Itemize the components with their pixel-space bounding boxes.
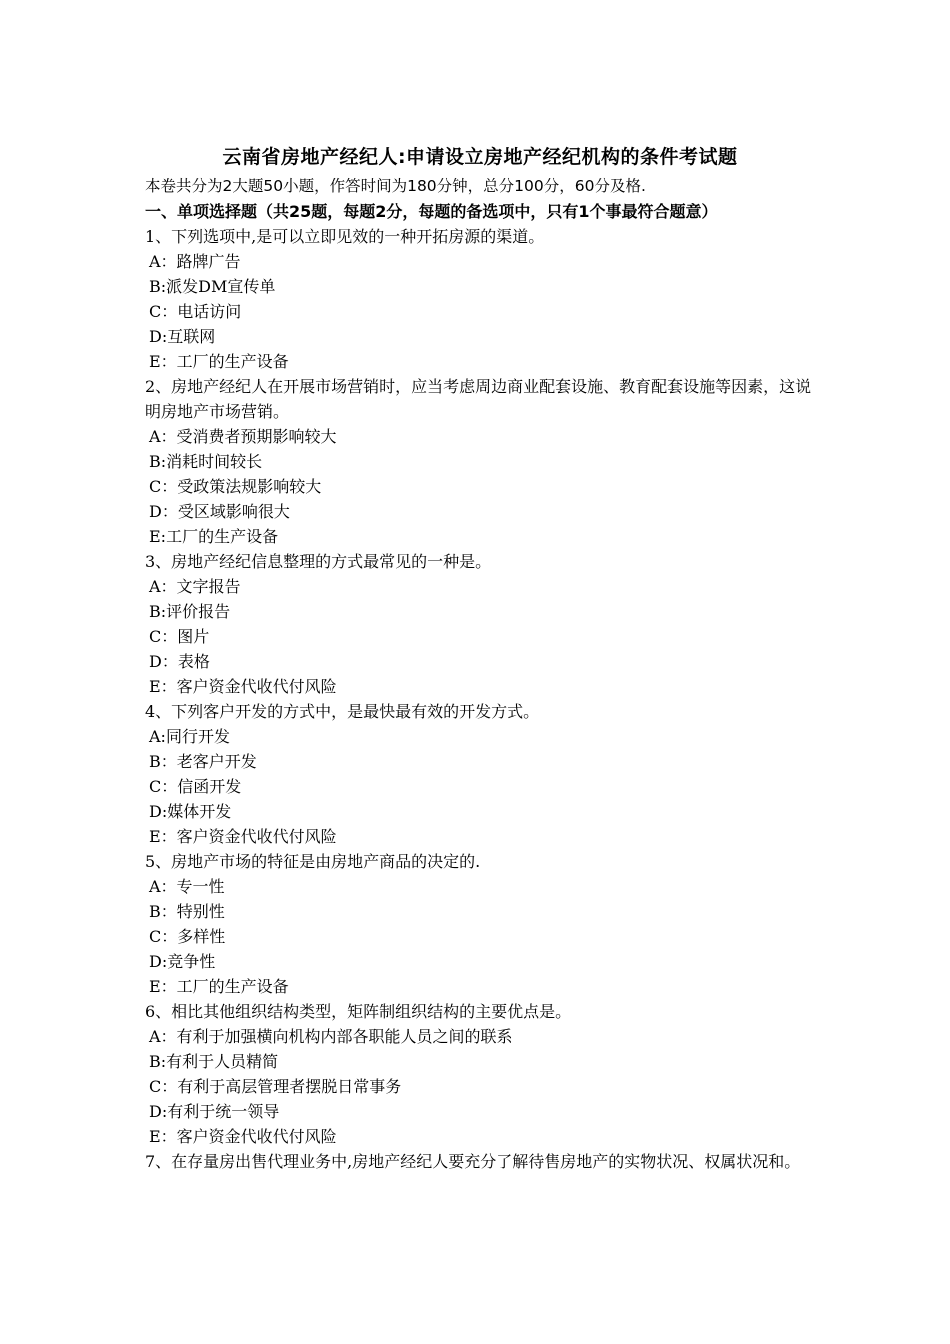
- option-b: B:有利于人员精简: [149, 1052, 279, 1071]
- option-c: C：图片: [149, 627, 210, 646]
- option-a: A：有利于加强横向机构内部各职能人员之间的联系: [149, 1027, 513, 1046]
- exam-intro: 本卷共分为2大题50小题，作答时间为180分钟，总分100分，60分及格.: [145, 177, 646, 195]
- option-a: A：专一性: [149, 877, 225, 896]
- option-d: D：表格: [149, 652, 210, 671]
- question-text: 4、下列客户开发的方式中，是最快最有效的开发方式。: [145, 702, 540, 721]
- question-text: 2、房地产经纪人在开展市场营销时，应当考虑周边商业配套设施、教育配套设施等因素，这说明房地产市场营销。: [145, 377, 812, 421]
- option-c: C：有利于高层管理者摆脱日常事务: [149, 1077, 402, 1096]
- option-c: C：电话访问: [149, 302, 242, 321]
- option-e: E：客户资金代收代付风险: [149, 827, 337, 846]
- option-e: E：工厂的生产设备: [149, 977, 289, 996]
- option-b: B:评价报告: [149, 602, 231, 621]
- option-d: D:互联网: [149, 327, 216, 346]
- option-a: A:同行开发: [149, 727, 230, 746]
- option-a: A：文字报告: [149, 577, 241, 596]
- question-text: 1、下列选项中,是可以立即见效的一种开拓房源的渠道。: [145, 227, 545, 246]
- option-e: E：客户资金代收代付风险: [149, 1127, 337, 1146]
- question-4: [145, 699, 815, 849]
- question-text: 7、在存量房出售代理业务中,房地产经纪人要充分了解待售房地产的实物状况、权属状况和。: [145, 1152, 801, 1171]
- question-2: [145, 374, 815, 549]
- question-7: [145, 1149, 815, 1174]
- option-e: E：客户资金代收代付风险: [149, 677, 337, 696]
- option-c: C：多样性: [149, 927, 226, 946]
- document-page: [145, 140, 815, 1174]
- option-d: D:有利于统一领导: [149, 1102, 280, 1121]
- option-b: B:消耗时间较长: [149, 452, 263, 471]
- question-5: [145, 849, 815, 999]
- section-heading: 一、单项选择题（共25题，每题2分，每题的备选项中，只有1个事最符合题意）: [145, 202, 718, 221]
- question-text: 5、房地产市场的特征是由房地产商品的决定的.: [145, 852, 481, 871]
- option-c: C：信函开发: [149, 777, 242, 796]
- question-3: [145, 549, 815, 699]
- option-b: B：特别性: [149, 902, 225, 921]
- option-b: B：老客户开发: [149, 752, 257, 771]
- question-text: 3、房地产经纪信息整理的方式最常见的一种是。: [145, 552, 492, 571]
- option-d: D:媒体开发: [149, 802, 232, 821]
- option-d: D：受区域影响很大: [149, 502, 290, 521]
- option-e: E:工厂的生产设备: [149, 527, 279, 546]
- option-d: D:竞争性: [149, 952, 216, 971]
- option-c: C：受政策法规影响较大: [149, 477, 322, 496]
- document-title: 云南省房地产经纪人:申请设立房地产经纪机构的条件考试题: [222, 146, 738, 168]
- question-6: [145, 999, 815, 1149]
- question-1: [145, 224, 815, 374]
- question-text: 6、相比其他组织结构类型，矩阵制组织结构的主要优点是。: [145, 1002, 572, 1021]
- option-b: B:派发DM宣传单: [149, 277, 276, 296]
- option-e: E：工厂的生产设备: [149, 352, 289, 371]
- option-a: A：路牌广告: [149, 252, 241, 271]
- option-a: A：受消费者预期影响较大: [149, 427, 337, 446]
